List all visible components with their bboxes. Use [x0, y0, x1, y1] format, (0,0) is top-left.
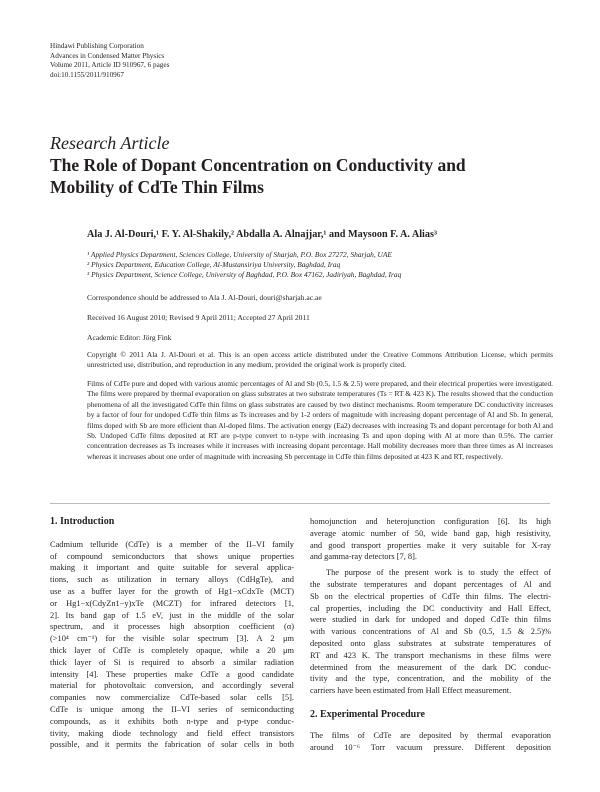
text-line: and gamma-ray detectors [7, 8].	[310, 552, 417, 562]
affiliation-2: ² Physics Department, Education College, Al-Mustansiriya University, Baghdad, Iraq	[87, 260, 341, 270]
text-line: CdTe is unique among the II–VI series of semiconducting	[50, 704, 294, 714]
section-heading-experimental: 2. Experimental Procedure	[310, 708, 425, 720]
text-line: compounds, as it exhibits both n-type and p-type conduc-	[50, 716, 294, 726]
title-line-1: The Role of Dopant Concentration on Conductivity and	[50, 155, 466, 175]
affiliation-3: ³ Physics Department, Science College, University of Baghdad, P.O. Box 47162, Jadiriyah, Baghdad, Iraq	[87, 270, 402, 280]
text-line: intensity [4]. These properties make CdTe a good candidate	[50, 669, 294, 679]
author-list: Ala J. Al-Douri,¹ F. Y. Al-Shakily,² Abdalla A. Alnajjar,¹ and Maysoon F. A. Alias³	[87, 229, 437, 240]
doi: doi:10.1155/2011/910967	[50, 70, 124, 79]
text-line: Sb on the electrical properties of CdTe thin films. The electri-	[310, 591, 551, 601]
text-line: with various concentrations of Al and Sb (0.5, 1.5 & 2.5)%	[310, 627, 551, 637]
text-line: The purpose of the present work is to study the effect of	[326, 568, 551, 578]
affiliations	[87, 250, 401, 281]
text-line: 2]. Its band gap of 1.5 eV, just in the middle of the solar	[50, 610, 294, 620]
journal-header	[50, 42, 169, 80]
publisher-name: Hindawi Publishing Corporation	[50, 42, 144, 50]
text-line: around 10⁻⁶ Torr vacuum pressure. Different deposition	[310, 742, 551, 752]
copyright-notice: Copyright © 2011 Ala J. Al-Douri et al. This is an open access article distributed under the Creative Commons Attribution License, which permits unrestricted use, distribution, and reproduction in any medium, provided the original work is properly cited.	[87, 350, 553, 370]
text-line: were studied in dark for undoped and doped CdTe thin films	[310, 615, 551, 625]
left-column	[50, 516, 294, 751]
introduction-text-continued	[310, 516, 551, 563]
text-line: tivity, making diode technology and field effect transistors	[50, 728, 294, 738]
text-line: thick layer of Si is required to absorb a similar radiation	[50, 657, 294, 667]
academic-editor: Academic Editor: Jörg Fink	[87, 333, 172, 342]
article-type: Research Article	[50, 133, 170, 153]
section-heading-introduction: 1. Introduction	[50, 516, 115, 527]
article-title	[50, 154, 550, 198]
text-line: carriers have been estimated from Hall Effect measurement.	[310, 686, 512, 696]
text-line: material for photovoltaic conversion, and accordingly several	[50, 681, 294, 691]
text-line: thick layer of CdTe is completely opaque, while a 20 μm	[50, 645, 294, 655]
article-dates: Received 16 August 2010; Revised 9 April 2011; Accepted 27 April 2011	[87, 313, 310, 322]
introduction-text	[50, 539, 294, 751]
correspondence: Correspondence should be addressed to Ala J. Al-Douri, douri@sharjah.ac.ae	[87, 293, 322, 302]
text-line: or Hg1−x(CdyZn1−y)xTe (MCZT) for infrared detectors [1,	[50, 598, 294, 608]
text-line: tions, such as utilization in ternary alloys (CdHgTe), and	[50, 575, 294, 585]
text-line: tivity and the type, concentration, and the mobility of the	[310, 674, 551, 684]
text-line: Cadmium telluride (CdTe) is a member of the II–VI family	[50, 539, 294, 549]
text-line: spectrum, and it processes high absorption coefficient (α)	[50, 622, 294, 632]
text-line: cal properties, including the DC conductivity and Hall Effect,	[310, 603, 551, 613]
text-line: The films of CdTe are deposited by thermal evaporation	[310, 730, 551, 740]
text-line: possible, and it permits the fabrication of solar cells in both	[50, 740, 294, 750]
text-line: use as a buffer layer for the growth of Hg1−xCdxTe (MCT)	[50, 586, 294, 596]
experimental-text	[310, 730, 551, 754]
volume-info: Volume 2011, Article ID 910967, 6 pages	[50, 61, 170, 70]
text-line: average atomic number of 50, wide band gap, high resistivity,	[310, 528, 551, 538]
text-line: (>10⁴ cm⁻¹) for the visible solar spectrum [3]. A 2 μm	[50, 634, 294, 644]
journal-name: Advances in Condensed Matter Physics	[50, 51, 165, 60]
section-divider	[50, 503, 550, 504]
text-line: of compound semiconductors that shows unique properties	[50, 551, 294, 561]
title-line-2: Mobility of CdTe Thin Films	[50, 177, 264, 197]
text-line: RT and 423 K. The transport mechanisms in these films were	[310, 650, 551, 660]
text-line: deposited onto glass substrates at substrate temperatures of	[310, 638, 551, 648]
abstract: Films of CdTe pure and doped with various atomic percentages of Al and Sb (0.5, 1.5 & 2.5) were prepared, and their electrical properties were investigated. The films were prepared by thermal evaporation on glass substrates at two substrate temperatures (Ts = RT & 423 K). The results showed that the conduction phenomena of all the investigated CdTe thin films on glass substrates are caused by two distinct mechanisms. Room temperature DC conductivity increases by a factor of four for undoped CdTe thin films as Ts increases and by 1-2 orders of magnitude with increasing dopant percentage of Al and Sb. In general, films doped with Sb are more efficient than Al-doped films. The activation energy (Ea2) decreases with increasing Ts and dopant percentage for both Al and Sb. Undoped CdTe films deposited at RT are p-type convert to n-type with increasing Ts and upon doping with Al at more than 0.5%. The carrier concentration decreases as Ts increases while it increases with increasing dopant percentage. Hall mobility decreases more than three times as Al increases whereas it increases about one order of magnitude with increasing Sb percentage in CdTe thin films deposited at 423 K and RT, respectively.	[87, 379, 553, 461]
purpose-paragraph	[310, 567, 551, 697]
right-column	[310, 516, 551, 753]
text-line: the substrate temperatures and dopant percentages of Al and	[310, 579, 551, 589]
affiliation-1: ¹ Applied Physics Department, Sciences College, University of Sharjah, P.O. Box 27272, Sharjah, UAE	[87, 250, 392, 259]
text-line: determined from the measurement of the dark DC conduc-	[310, 662, 551, 672]
text-line: and good transport properties make it very suitable for X-ray	[310, 540, 551, 550]
text-line: homojunction and heterojunction configuration [6]. Its high	[310, 517, 551, 526]
text-line: making it important and quite suitable for several applica-	[50, 563, 294, 573]
text-line: companies now commercialize CdTe-based solar cells [5].	[50, 693, 294, 703]
